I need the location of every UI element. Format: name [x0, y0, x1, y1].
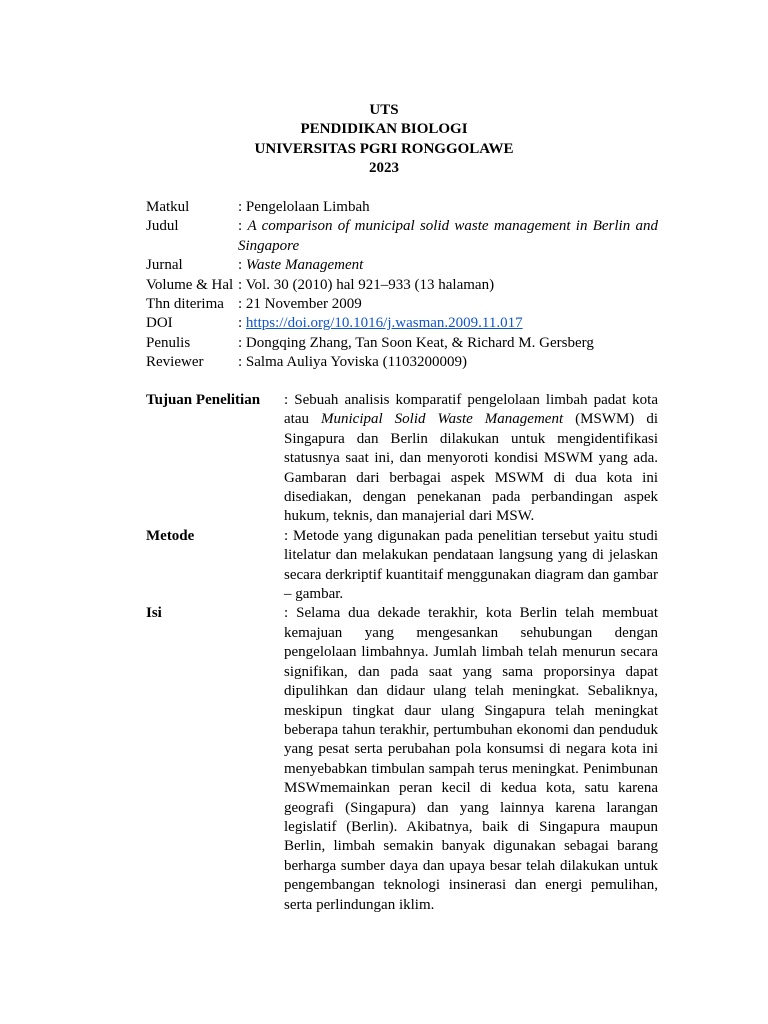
meta-row-volume [146, 276, 658, 295]
header-year: 2023 [369, 160, 399, 177]
header-exam-title: UTS [369, 102, 399, 118]
metadata-block [146, 198, 658, 373]
meta-value-diterima: : 21 November 2009 [238, 296, 362, 313]
meta-doi-colon: : [238, 315, 246, 332]
section-label-isi: Isi [146, 605, 162, 622]
meta-label-diterima: Thn diterima [146, 296, 224, 313]
header-university: UNIVERSITAS PGRI RONGGOLAWE [254, 140, 514, 157]
meta-jurnal-colon: : [238, 257, 246, 274]
document-header [0, 101, 768, 179]
section-text-tujuan [284, 391, 658, 527]
meta-judul-title: A comparison of municipal solid waste management in Berlin and Singapore [238, 218, 658, 254]
tujuan-text-part1: : Sebuah analisis komparatif pengelolaan limbah padat kota atau [284, 392, 658, 428]
section-label-tujuan: Tujuan Penelitian [146, 392, 261, 408]
meta-row-jurnal [146, 256, 658, 275]
meta-label-volume: Volume & Hal [146, 276, 234, 293]
meta-row-doi [146, 314, 658, 333]
doi-link[interactable]: https://doi.org/10.1016/j.wasman.2009.11.017 [245, 315, 523, 332]
tujuan-text-part2: (MSWM) di Singapura dan Berlin dilakukan untuk mengidentifikasi statusnya saat ini, dan menyoroti kondisi MSWM yang ada. Gambaran dari berbagai aspek MSWM di dua kota ini disediakan, dengan penekanan pada perbandingan aspek hukum, teknis, dan manajerial dari MSW. [284, 411, 658, 525]
meta-row-diterima [146, 295, 658, 314]
meta-label-judul: Judul [146, 218, 179, 235]
meta-value-volume: : Vol. 30 (2010) hal 921–933 (13 halaman) [238, 276, 495, 293]
meta-jurnal-name: Waste Management [245, 257, 364, 274]
meta-label-penulis: Penulis [146, 334, 191, 351]
meta-row-matkul [146, 198, 658, 217]
meta-row-judul [146, 217, 658, 256]
meta-label-doi: DOI [146, 315, 173, 332]
tujuan-text-italic: Municipal Solid Waste Management [321, 411, 564, 428]
meta-value-reviewer: : Salma Auliya Yoviska (1103200009) [238, 354, 468, 371]
review-sections [146, 391, 658, 915]
meta-judul-colon: : [238, 218, 248, 235]
meta-label-matkul: Matkul [146, 199, 190, 215]
meta-value-judul [238, 217, 658, 256]
section-text-metode: : Metode yang digunakan pada penelitian tersebut yaitu studi litelatur dan melakukan pendataan langsung yang di jelaskan secara derkriptif kuantitaif menggunakan diagram dan gambar – gambar. [284, 527, 659, 603]
header-program: PENDIDIKAN BIOLOGI [300, 121, 468, 138]
section-label-metode: Metode [146, 527, 195, 544]
meta-value-matkul: : Pengelolaan Limbah [238, 199, 370, 215]
section-isi [146, 604, 658, 915]
meta-value-doi [238, 314, 658, 333]
section-text-isi: : Selama dua dekade terakhir, kota Berlin telah membuat kemajuan yang mengesankan sehubungan dengan pengelolaan limbahnya. Jumlah limbah telah menurun secara signifikan, dan pada saat yang sama proporsinya dapat dipulihkan dan didaur ulang telah meningkat. Sebaliknya, meskipun tingkat daur ulang Singapura telah meningkat beberapa tahun terakhir, pertumbuhan ekonomi dan penduduk yang pesat serta perubahan pola konsumsi di negara kota ini menyebabkan timbulan sampah terus meningkat. Penimbunan MSWmemainkan peran kecil di kedua kota, satu karena geografi (Singapura) dan yang lainnya karena larangan legislatif (Berlin). Akibatnya, baik di Singapura maupun Berlin, limbah semakin banyak digunakan sebagai barang berharga sumber daya dan upaya besar telah dilakukan untuk pengembangan teknologi insinerasi dan energi pemulihan, serta perlindungan iklim. [284, 605, 658, 913]
section-tujuan [146, 391, 658, 527]
meta-row-penulis [146, 334, 658, 353]
meta-label-reviewer: Reviewer [146, 354, 204, 371]
meta-value-jurnal [238, 256, 658, 275]
meta-row-reviewer [146, 353, 658, 372]
meta-value-penulis: : Dongqing Zhang, Tan Soon Keat, & Richard M. Gersberg [238, 334, 594, 351]
meta-label-jurnal: Jurnal [146, 257, 183, 274]
section-metode [146, 527, 658, 605]
